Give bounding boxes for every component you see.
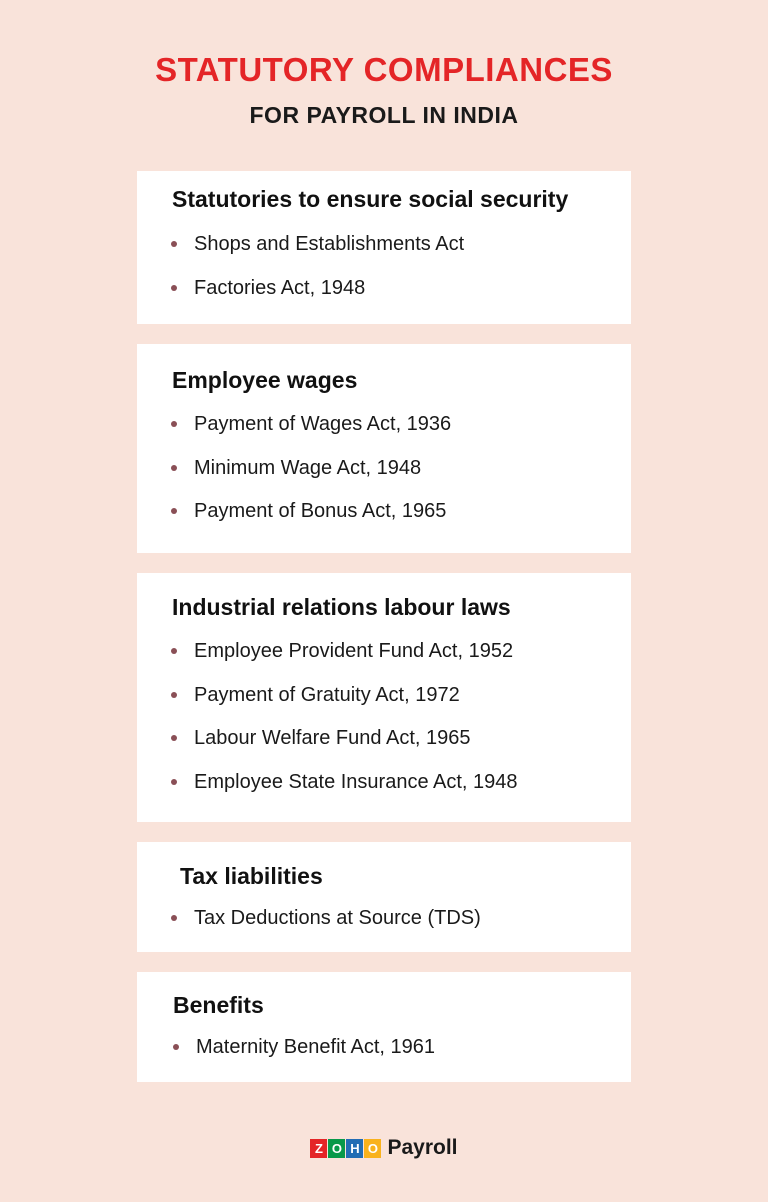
section-list — [172, 1035, 435, 1079]
logo-tile: O — [328, 1139, 345, 1158]
page-title: STATUTORY COMPLIANCES — [155, 51, 613, 88]
section-card-tax-liabilities — [137, 842, 631, 952]
footer-brand — [0, 1136, 768, 1164]
list-item-label: Shops and Establishments Act — [194, 233, 465, 255]
bullet-icon — [173, 1044, 179, 1050]
bullet-icon — [171, 421, 177, 427]
section-list — [170, 232, 464, 319]
section-heading: Industrial relations labour laws — [172, 594, 511, 620]
list-item — [170, 726, 518, 770]
bullet-icon — [171, 285, 177, 291]
list-item-label: Employee Provident Fund Act, 1952 — [194, 640, 514, 662]
list-item — [172, 1035, 435, 1079]
bullet-icon — [171, 735, 177, 741]
list-item-label: Payment of Wages Act, 1936 — [194, 413, 452, 435]
brand-lockup — [310, 1136, 457, 1160]
list-item-label: Labour Welfare Fund Act, 1965 — [194, 727, 471, 749]
section-list — [170, 906, 481, 950]
list-item-label: Employee State Insurance Act, 1948 — [194, 770, 518, 793]
section-card-social-security — [137, 171, 631, 324]
bullet-icon — [171, 692, 177, 698]
section-list — [170, 639, 518, 813]
list-item — [170, 412, 451, 456]
list-item-label: Factories Act, 1948 — [194, 276, 366, 299]
section-heading: Benefits — [173, 992, 264, 1018]
list-item — [170, 770, 518, 814]
list-item-label: Payment of Bonus Act, 1965 — [194, 500, 447, 522]
list-item — [170, 683, 518, 727]
bullet-icon — [171, 465, 177, 471]
list-item — [170, 499, 451, 543]
bullet-icon — [171, 779, 177, 785]
section-heading: Employee wages — [172, 367, 358, 393]
list-item — [170, 456, 451, 500]
bullet-icon — [171, 648, 177, 654]
logo-tile: H — [346, 1139, 363, 1158]
product-name: Payroll — [387, 1136, 458, 1159]
section-card-industrial-relations — [137, 573, 631, 822]
list-item — [170, 276, 464, 320]
list-item-label: Tax Deductions at Source (TDS) — [194, 907, 481, 929]
list-item — [170, 906, 481, 950]
list-item — [170, 232, 464, 276]
bullet-icon — [171, 915, 177, 921]
page-subtitle: FOR PAYROLL IN INDIA — [249, 102, 519, 128]
list-item-label: Maternity Benefit Act, 1961 — [196, 1036, 436, 1058]
section-list — [170, 412, 451, 543]
section-card-benefits — [137, 972, 631, 1082]
section-heading: Tax liabilities — [180, 863, 323, 889]
logo-tile: O — [364, 1139, 381, 1158]
section-heading: Statutories to ensure social security — [172, 186, 569, 212]
list-item-label: Payment of Gratuity Act, 1972 — [194, 683, 460, 706]
list-item — [170, 639, 518, 683]
list-item-label: Minimum Wage Act, 1948 — [194, 456, 422, 479]
zoho-logo — [310, 1139, 381, 1158]
section-card-employee-wages — [137, 344, 631, 553]
bullet-icon — [171, 241, 177, 247]
bullet-icon — [171, 508, 177, 514]
logo-tile: Z — [310, 1139, 327, 1158]
